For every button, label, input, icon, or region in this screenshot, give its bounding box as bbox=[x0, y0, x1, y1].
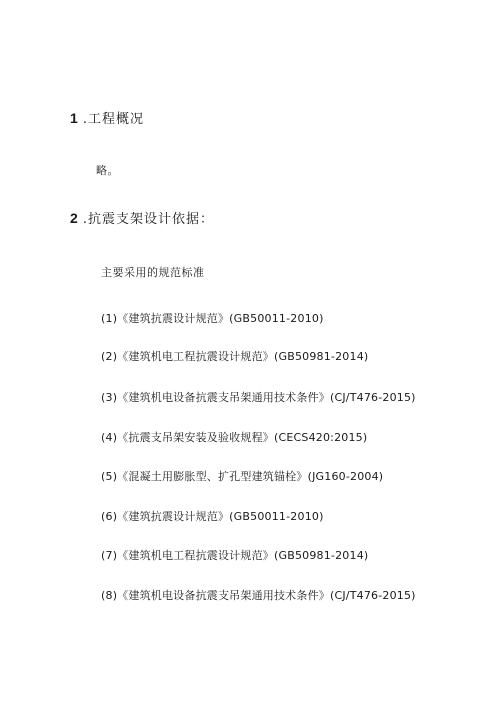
section-1-body: 略。 bbox=[96, 164, 119, 177]
section-2-title: .抗震支架设计依据： bbox=[82, 212, 215, 227]
standard-item-8: (8)《建筑机电设备抗震支吊架通用技术条件》(CJ/T476-2015) bbox=[101, 589, 416, 602]
standard-item-6: (6)《建筑抗震设计规范》(GB50011-2010) bbox=[101, 510, 324, 523]
standards-intro: 主要采用的规范标准 bbox=[101, 266, 205, 279]
standard-item-5: (5)《混凝土用膨胀型、扩孔型建筑锚栓》(JG160-2004) bbox=[101, 470, 384, 483]
standard-item-7: (7)《建筑机电工程抗震设计规范》(GB50981-2014) bbox=[101, 549, 369, 562]
section-2-number: 2 bbox=[70, 210, 78, 226]
section-1-number: 1 bbox=[70, 110, 78, 126]
section-1-title: .工程概况 bbox=[82, 112, 145, 127]
standard-item-4: (4)《抗震支吊架安装及验收规程》(CECS420:2015) bbox=[101, 431, 368, 444]
standard-item-3: (3)《建筑机电设备抗震支吊架通用技术条件》(CJ/T476-2015) bbox=[101, 391, 416, 404]
section-2-heading bbox=[70, 208, 214, 227]
standard-item-2: (2)《建筑机电工程抗震设计规范》(GB50981-2014) bbox=[101, 350, 369, 363]
standard-item-1: (1)《建筑抗震设计规范》(GB50011-2010) bbox=[101, 312, 324, 325]
section-1-heading bbox=[70, 108, 144, 127]
